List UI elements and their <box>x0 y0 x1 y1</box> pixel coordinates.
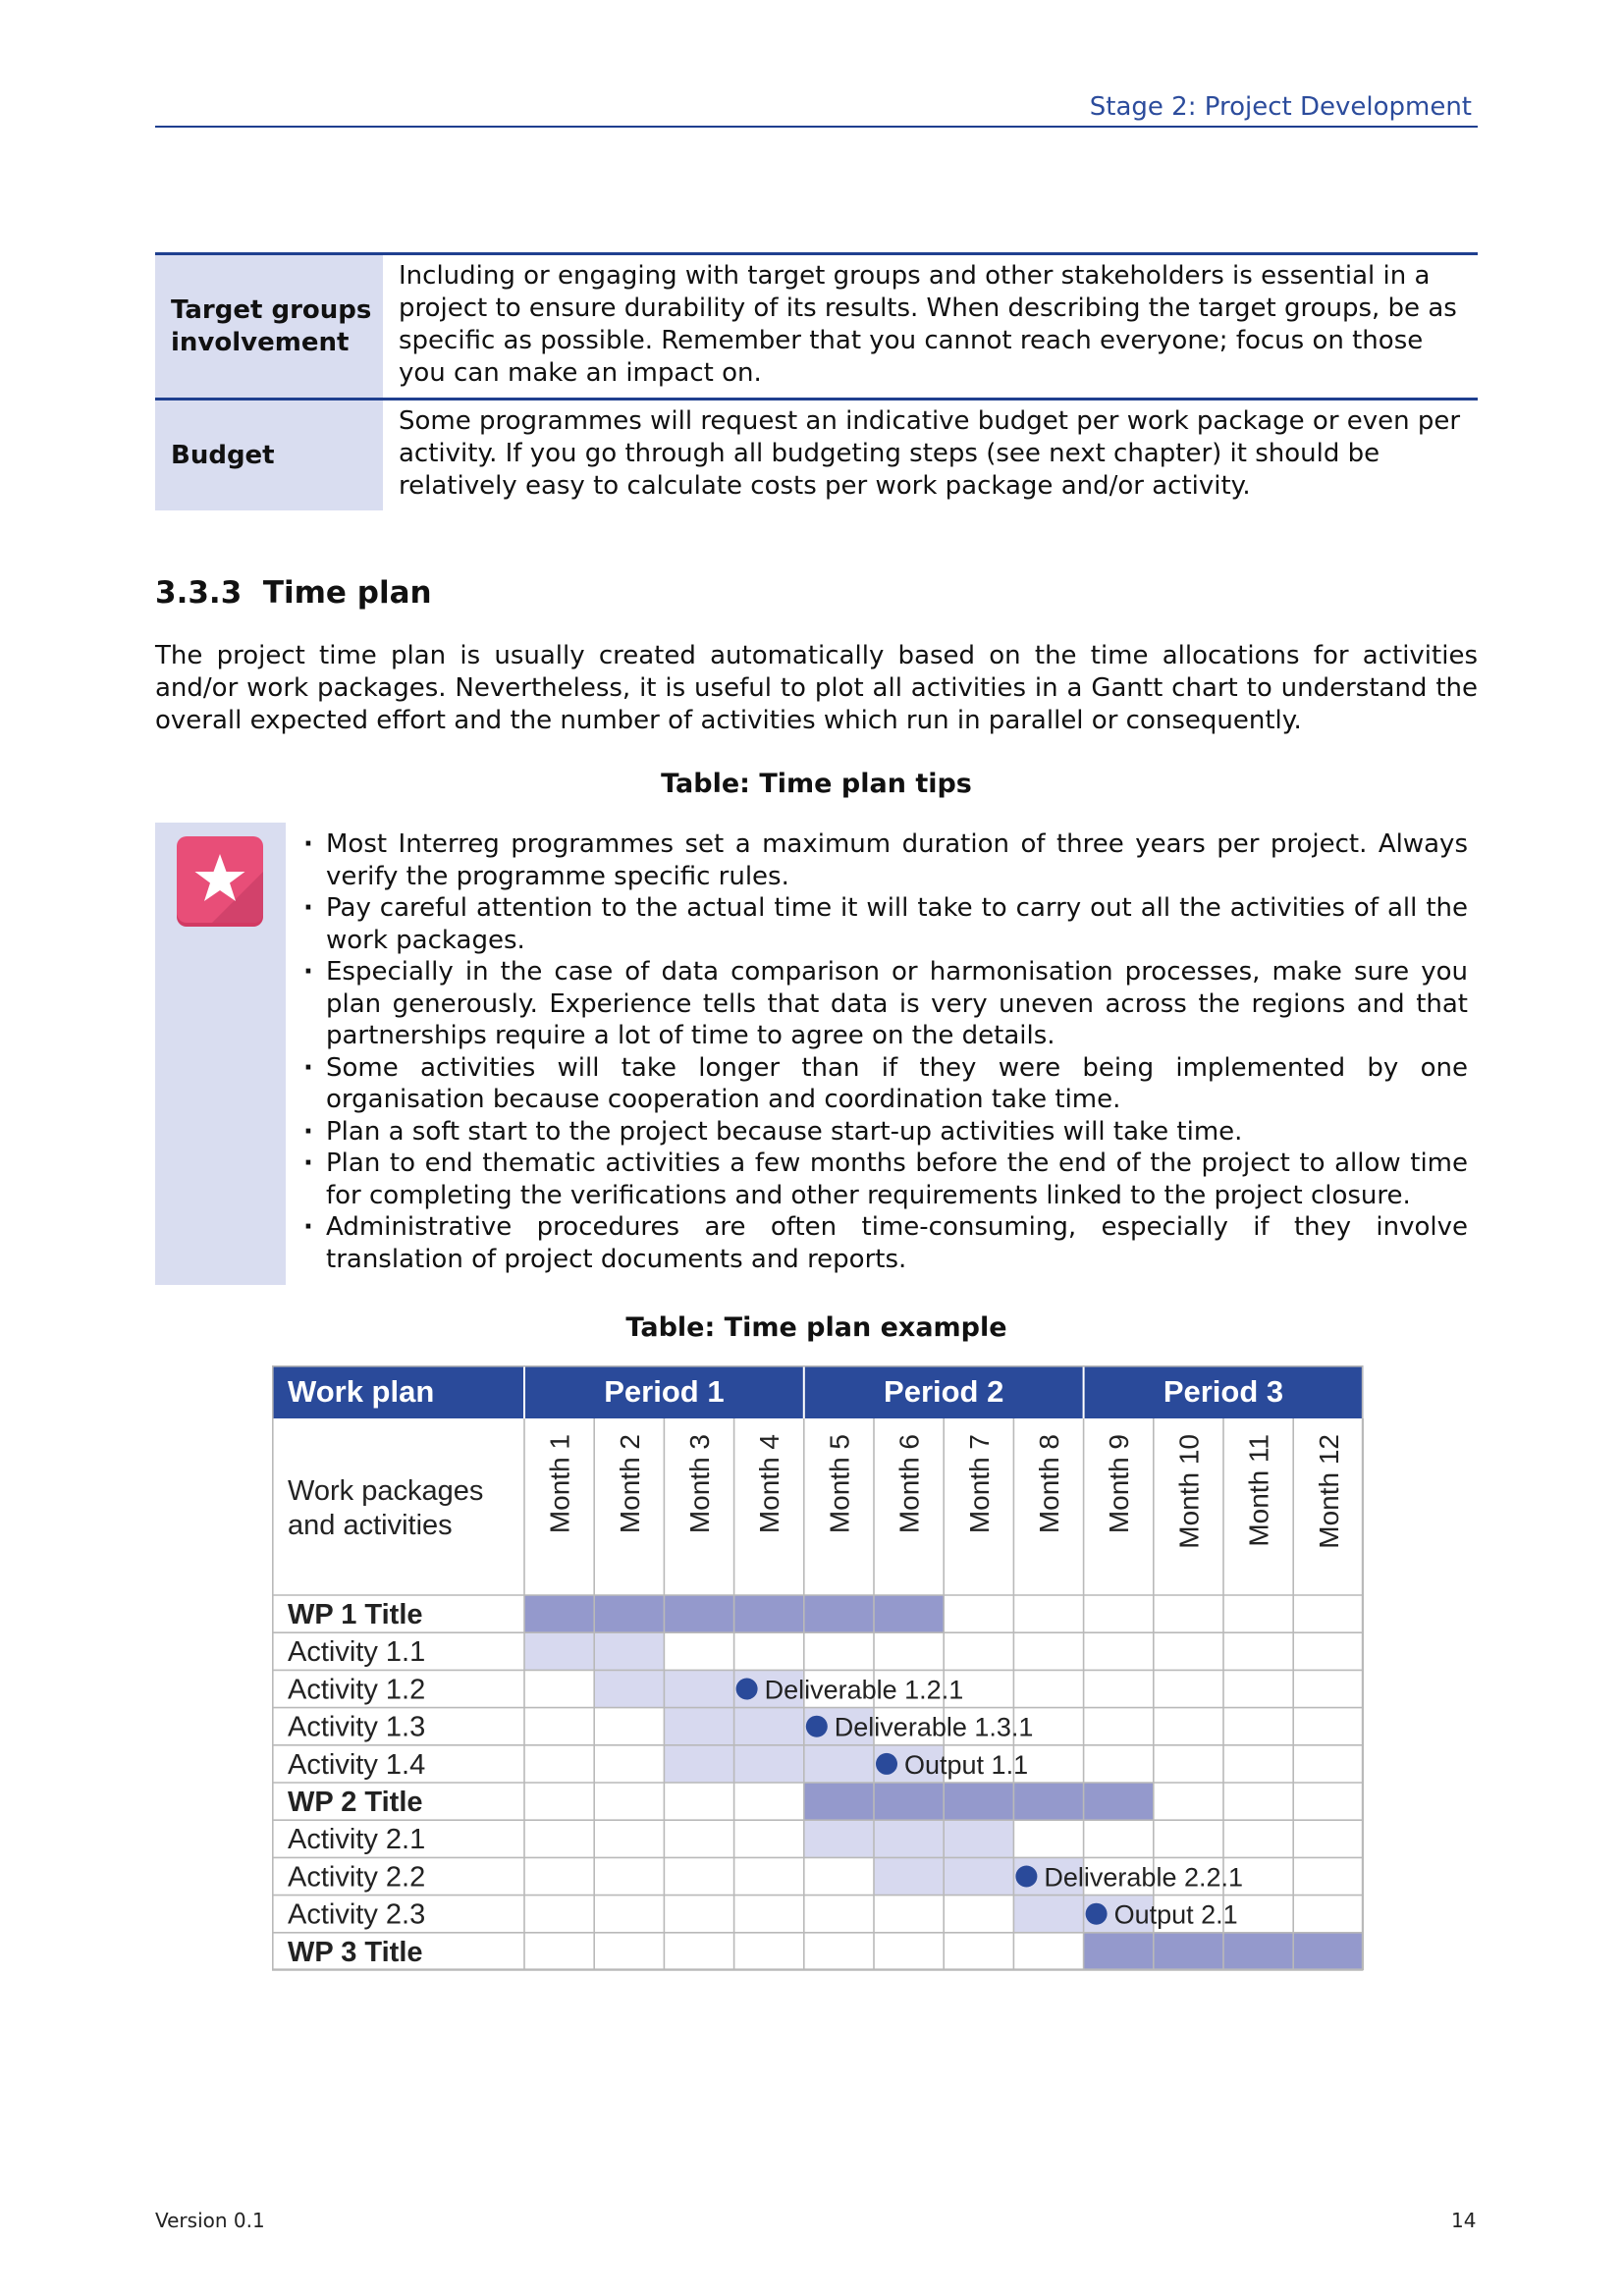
gantt-activity-label: Activity 2.2 <box>288 1861 426 1894</box>
gantt-month-label: Month 5 <box>824 1434 855 1534</box>
definition-term: Target groups involvement <box>155 254 383 400</box>
tips-list <box>299 828 1468 1275</box>
gantt-wp-label: WP 2 Title <box>288 1787 423 1818</box>
definition-text: Including or engaging with target groups and other stakeholders is essential in a project to ensure durability of its results. When describing the target groups, be as specific as possible. Remember that you cannot reach everyone; focus on those you can make an impact on. <box>399 261 1457 388</box>
gantt-activity-label: Activity 1.3 <box>288 1711 426 1743</box>
tip-item: · Administrative procedures are often time-consuming, especially if they involve translation of project documents and reports. <box>299 1211 1468 1275</box>
gantt-period-label: Period 2 <box>884 1374 1004 1409</box>
gantt-month-label: Month 3 <box>684 1434 715 1534</box>
gantt-month-label: Month 2 <box>614 1434 645 1534</box>
tips-sidebar <box>155 823 286 1285</box>
gantt-activity-label: Activity 2.1 <box>288 1824 426 1856</box>
definitions-table <box>155 252 1478 510</box>
footer-version: Version 0.1 <box>155 2209 265 2232</box>
tip-item: · Pay careful attention to the actual time it will take to carry out all the activities of all the work packages. <box>299 892 1468 956</box>
section-number: 3.3.3 <box>155 575 243 611</box>
gantt-row-label-header: and activities <box>288 1510 453 1541</box>
gantt-header-label: Work plan <box>288 1374 435 1409</box>
gantt-row-label-header: Work packages <box>288 1475 484 1507</box>
tip-item: · Some activities will take longer than if they were being implemented by one organisation because cooperation and coordination take time. <box>299 1052 1468 1116</box>
gantt-milestone-label: Output 1.1 <box>904 1749 1029 1780</box>
gantt-milestone-marker <box>1015 1866 1037 1888</box>
gantt-milestone-marker <box>736 1679 758 1700</box>
gantt-activity-label: Activity 2.3 <box>288 1898 426 1931</box>
footer-page-number: 14 <box>1451 2209 1477 2232</box>
section-paragraph: The project time plan is usually created automatically based on the time allocations for activities and/or work packages. Nevertheless, it is useful to plot all activities in a Gantt chart to understand the overall expected effort and the number of activities which run in parallel or consequently. <box>155 641 1478 735</box>
gantt-milestone-label: Deliverable 1.2.1 <box>764 1675 964 1705</box>
gantt-milestone-label: Deliverable 1.3.1 <box>834 1712 1034 1742</box>
gantt-month-label: Month 4 <box>754 1434 785 1534</box>
gantt-wp-label: WP 1 Title <box>288 1599 423 1630</box>
tip-item: · Most Interreg programmes set a maximum duration of three years per project. Always verify the programme specific rules. <box>299 828 1468 892</box>
gantt-period-label: Period 3 <box>1163 1374 1284 1409</box>
section-heading <box>155 575 432 611</box>
gantt-caption: Table: Time plan example <box>625 1312 1007 1343</box>
gantt-activity-bar <box>804 1820 1014 1857</box>
definition-row <box>155 254 1478 400</box>
tip-item: · Plan to end thematic activities a few months before the end of the project to allow time for completing the verifications and other requirements linked to the project closure. <box>299 1148 1468 1211</box>
gantt-month-label: Month 1 <box>544 1434 575 1534</box>
definition-term: Budget <box>155 400 383 511</box>
gantt-period-label: Period 1 <box>604 1374 725 1409</box>
gantt-month-label: Month 8 <box>1034 1434 1064 1534</box>
gantt-milestone-marker <box>806 1716 828 1737</box>
gantt-milestone-marker <box>876 1753 897 1775</box>
gantt-milestone-marker <box>1086 1903 1108 1925</box>
gantt-wp-label: WP 3 Title <box>288 1936 423 1968</box>
gantt-month-label: Month 11 <box>1243 1434 1274 1547</box>
gantt-wp-bar <box>804 1783 1154 1820</box>
definition-text: Some programmes will request an indicative budget per work package or even per activity. If you go through all budgeting steps (see next chapter) it should be relatively easy to calculate costs per work package and/or activity. <box>399 406 1461 501</box>
tip-item: · Especially in the case of data comparison or harmonisation processes, make sure you plan generously. Experience tells that data is very uneven across the regions and that partnerships require a lot of time to agree on the details. <box>299 956 1468 1052</box>
star-icon <box>177 836 263 923</box>
gantt-month-label: Month 10 <box>1173 1434 1205 1549</box>
definition-row <box>155 400 1478 511</box>
page-header <box>155 90 1478 128</box>
tip-item: · Plan a soft start to the project because start-up activities will take time. <box>299 1116 1468 1148</box>
gantt-svg <box>272 1365 1364 1980</box>
gantt-month-label: Month 12 <box>1313 1434 1344 1549</box>
gantt-month-label: Month 6 <box>893 1434 925 1534</box>
section-title: Time plan <box>262 575 432 611</box>
gantt-milestone-label: Output 2.1 <box>1113 1899 1238 1930</box>
header-title: Stage 2: Project Development <box>1086 92 1472 122</box>
tips-caption: Table: Time plan tips <box>661 769 972 799</box>
gantt-activity-label: Activity 1.2 <box>288 1674 426 1706</box>
gantt-activity-label: Activity 1.1 <box>288 1636 426 1669</box>
gantt-month-label: Month 7 <box>963 1434 995 1534</box>
gantt-milestone-label: Deliverable 2.2.1 <box>1044 1862 1244 1893</box>
gantt-activity-label: Activity 1.4 <box>288 1748 426 1781</box>
gantt-chart <box>272 1365 1364 1984</box>
gantt-month-label: Month 9 <box>1104 1434 1135 1534</box>
